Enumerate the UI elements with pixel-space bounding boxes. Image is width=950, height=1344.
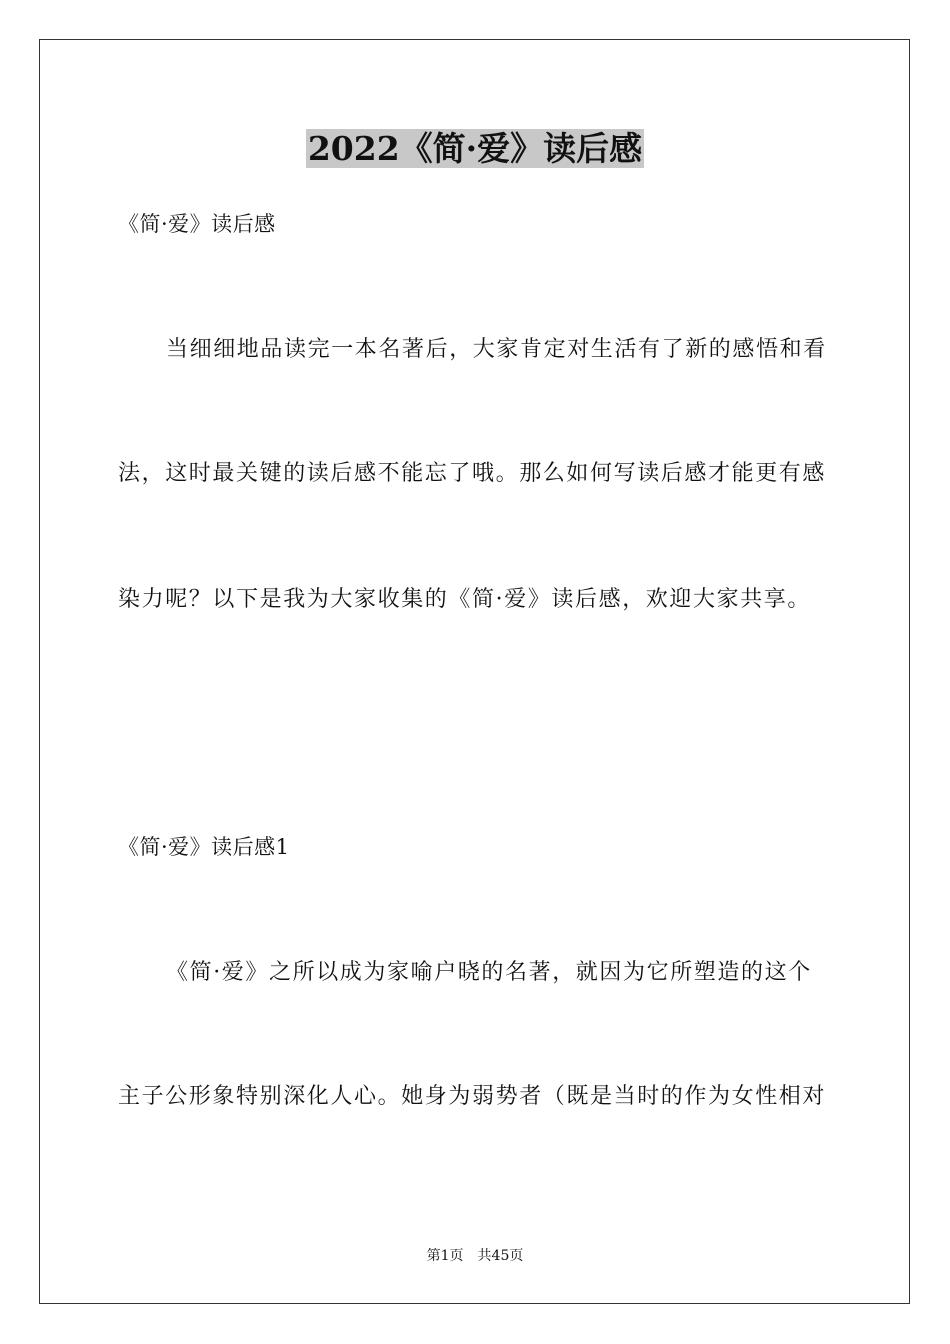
paragraph-line: 主子公形象特别深化人心。她身为弱势者（既是当时的作为女性相对 xyxy=(118,1084,827,1109)
page-total: 共45页 xyxy=(477,1248,524,1264)
section-heading: 《简·爱》读后感1 xyxy=(118,835,290,859)
document-title-text: 2022《简·爱》读后感 xyxy=(307,129,643,168)
page-number: 第1页 xyxy=(426,1248,464,1264)
document-title xyxy=(0,128,950,170)
page-footer xyxy=(0,1246,950,1266)
document-subtitle: 《简·爱》读后感 xyxy=(118,212,276,236)
paragraph-line: 当细细地品读完一本名著后，大家肯定对生活有了新的感悟和看 xyxy=(166,337,827,362)
paragraph-line: 染力呢？以下是我为大家收集的《简·爱》读后感，欢迎大家共享。 xyxy=(118,587,811,612)
paragraph-line: 法，这时最关键的读后感不能忘了哦。那么如何写读后感才能更有感 xyxy=(118,461,827,486)
paragraph-line: 《简·爱》之所以成为家喻户晓的名著，就因为它所塑造的这个 xyxy=(166,960,812,985)
